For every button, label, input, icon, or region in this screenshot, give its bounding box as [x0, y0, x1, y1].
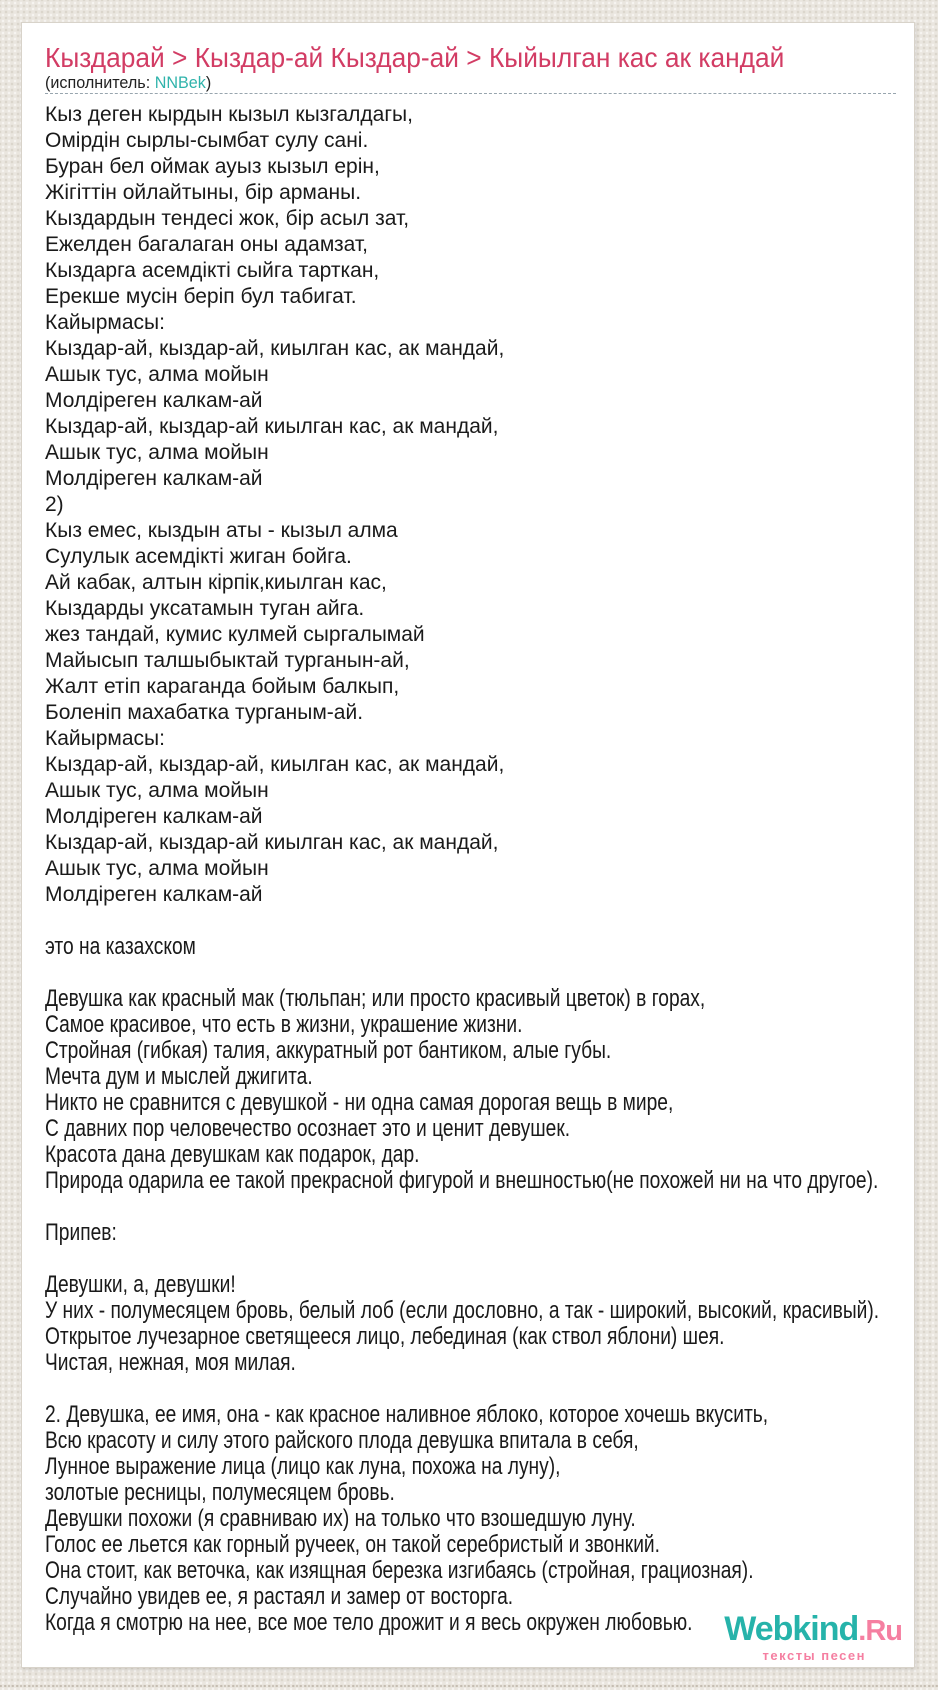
logo-brand: Webkind	[724, 1610, 859, 1648]
blank-line	[45, 1194, 914, 1220]
lyric-line: Лунное выражение лица (лицо как луна, похожа на луну),	[45, 1453, 561, 1480]
lyric-line: С давних пор человечество осознает это и ценит девушек.	[45, 1115, 571, 1142]
lyric-line: Случайно увидев ее, я растаял и замер от восторга.	[45, 1583, 514, 1610]
lyric-line: Всю красоту и силу этого райского плода девушка впитала в себя,	[45, 1427, 639, 1454]
lyric-line: Когда я смотрю на нее, все мое тело дрожит и я весь окружен любовью.	[45, 1609, 693, 1636]
blank-line	[45, 908, 914, 934]
lyric-line: Молдіреген калкам-ай	[45, 883, 263, 906]
lyric-line: Ашык тус, алма мойын	[45, 363, 269, 386]
lyric-line: Красота дана девушкам как подарок, дар.	[45, 1141, 420, 1168]
lyric-line: Майысып талшыбыктай турганын-ай,	[45, 649, 410, 672]
background-texture-line	[0, 1685, 938, 1687]
lyric-line: Кайырмасы:	[45, 311, 165, 334]
blank-line	[45, 1376, 914, 1402]
lyric-line: Молдіреген калкам-ай	[45, 389, 263, 412]
lyric-line: Молдіреген калкам-ай	[45, 467, 263, 490]
lyric-line: Ашык тус, алма мойын	[45, 779, 269, 802]
lyric-line: Кыз емес, кыздын аты - кызыл алма	[45, 519, 398, 542]
lyric-line: У них - полумесяцем бровь, белый лоб (если дословно, а так - широкий, высокий, красивый).	[45, 1297, 880, 1324]
webkind-logo[interactable]	[724, 1612, 902, 1663]
lyric-line: Девушка как красный мак (тюльпан; или просто красивый цветок) в горах,	[45, 985, 706, 1012]
lyric-line: Кыз деген кырдын кызыл кызгалдагы,	[45, 103, 413, 126]
page-title-breadcrumb[interactable]: Кыздарай > Кыздар-ай Кыздар-ай > Кыйылган кас ак кандай	[45, 42, 785, 73]
blank-line	[45, 1246, 914, 1272]
lyric-line: золотые ресницы, полумесяцем бровь.	[45, 1479, 395, 1506]
lyric-line: 2. Девушка, ее имя, она - как красное наливное яблоко, которое хочешь вкусить,	[45, 1401, 769, 1428]
lyric-line: Ашык тус, алма мойын	[45, 441, 269, 464]
lyric-line: Она стоит, как веточка, как изящная березка изгибаясь (стройная, грациозная).	[45, 1557, 754, 1584]
lyric-line: Кыздар-ай, кыздар-ай, киылган кас, ак мандай,	[45, 753, 505, 776]
lyric-line: Стройная (гибкая) талия, аккуратный рот бантиком, алые губы.	[45, 1037, 612, 1064]
lyric-line: Ежелден багалаган оны адамзат,	[45, 233, 368, 256]
lyric-line: Природа одарила ее такой прекрасной фигурой и внешностью(не похожей ни на что другое).	[45, 1167, 879, 1194]
content-card	[21, 22, 915, 1668]
lyric-line: Девушки, а, девушки!	[45, 1271, 236, 1298]
lyric-line: Припев:	[45, 1219, 117, 1246]
lyric-line: Жігіттін ойлайтыны, бір арманы.	[45, 181, 362, 204]
lyric-line: Сулулык асемдікті жиган бойга.	[45, 545, 352, 568]
lyric-line: Омірдін сырлы-сымбат сулу сані.	[45, 129, 369, 152]
lyric-line: Буран бел оймак ауыз кызыл ерін,	[45, 155, 380, 178]
lyric-line: Кыздар-ай, кыздар-ай, киылган кас, ак мандай,	[45, 337, 505, 360]
lyric-line: Кайырмасы:	[45, 727, 165, 750]
lyric-line: Открытое лучезарное светящееся лицо, лебединая (как ствол яблони) шея.	[45, 1323, 725, 1350]
lyric-line: Кыздар-ай, кыздар-ай киылган кас, ак мандай,	[45, 831, 499, 854]
lyric-line: Чистая, нежная, моя милая.	[45, 1349, 296, 1376]
lyric-line: Никто не сравнится с девушкой - ни одна самая дорогая вещь в мире,	[45, 1089, 674, 1116]
lyric-line: Кыздардын тендесі жок, бір асыл зат,	[45, 207, 410, 230]
lyric-line: Жалт етіп караганда бойым балкып,	[45, 675, 400, 698]
lyric-line: Девушки похожи (я сравниваю их) на только что взошедшую луну.	[45, 1505, 636, 1532]
lyric-line: Ашык тус, алма мойын	[45, 857, 269, 880]
dashed-separator	[45, 93, 896, 94]
artist-link[interactable]: NNBek	[154, 73, 206, 92]
artist-label: (исполнитель:	[45, 73, 155, 92]
logo-domain-suffix: .Ru	[858, 1615, 902, 1647]
lyric-line: жез тандай, кумис кулмей сыргалымай	[45, 623, 425, 646]
lyric-line: Кыздарды уксатамын туган айга.	[45, 597, 365, 620]
lyric-line: Голос ее льется как горный ручеек, он такой серебристый и звонкий.	[45, 1531, 660, 1558]
webkind-logo-text	[724, 1612, 902, 1648]
lyric-line: это на казахском	[45, 933, 196, 960]
lyric-line: Кыздарга асемдікті сыйга тарткан,	[45, 259, 380, 282]
lyric-line: Самое красивое, что есть в жизни, украшение жизни.	[45, 1011, 523, 1038]
lyric-line: Молдіреген калкам-ай	[45, 805, 263, 828]
blank-line	[45, 960, 914, 986]
lyric-line: Ай кабак, алтын кірпік,киылган кас,	[45, 571, 387, 594]
lyric-line: Боленіп махабатка турганым-ай.	[45, 701, 364, 724]
lyric-line: Ерекше мусін беріп бул табигат.	[45, 285, 357, 308]
lyric-line: 2)	[45, 493, 64, 516]
artist-close-paren: )	[205, 73, 212, 92]
artist-line	[45, 73, 871, 93]
lyric-line: Кыздар-ай, кыздар-ай киылган кас, ак мандай,	[45, 415, 499, 438]
lyrics-text-block	[45, 102, 914, 1636]
logo-tagline: тексты песен	[762, 1648, 866, 1663]
lyric-line: Мечта дум и мыслей джигита.	[45, 1063, 313, 1090]
